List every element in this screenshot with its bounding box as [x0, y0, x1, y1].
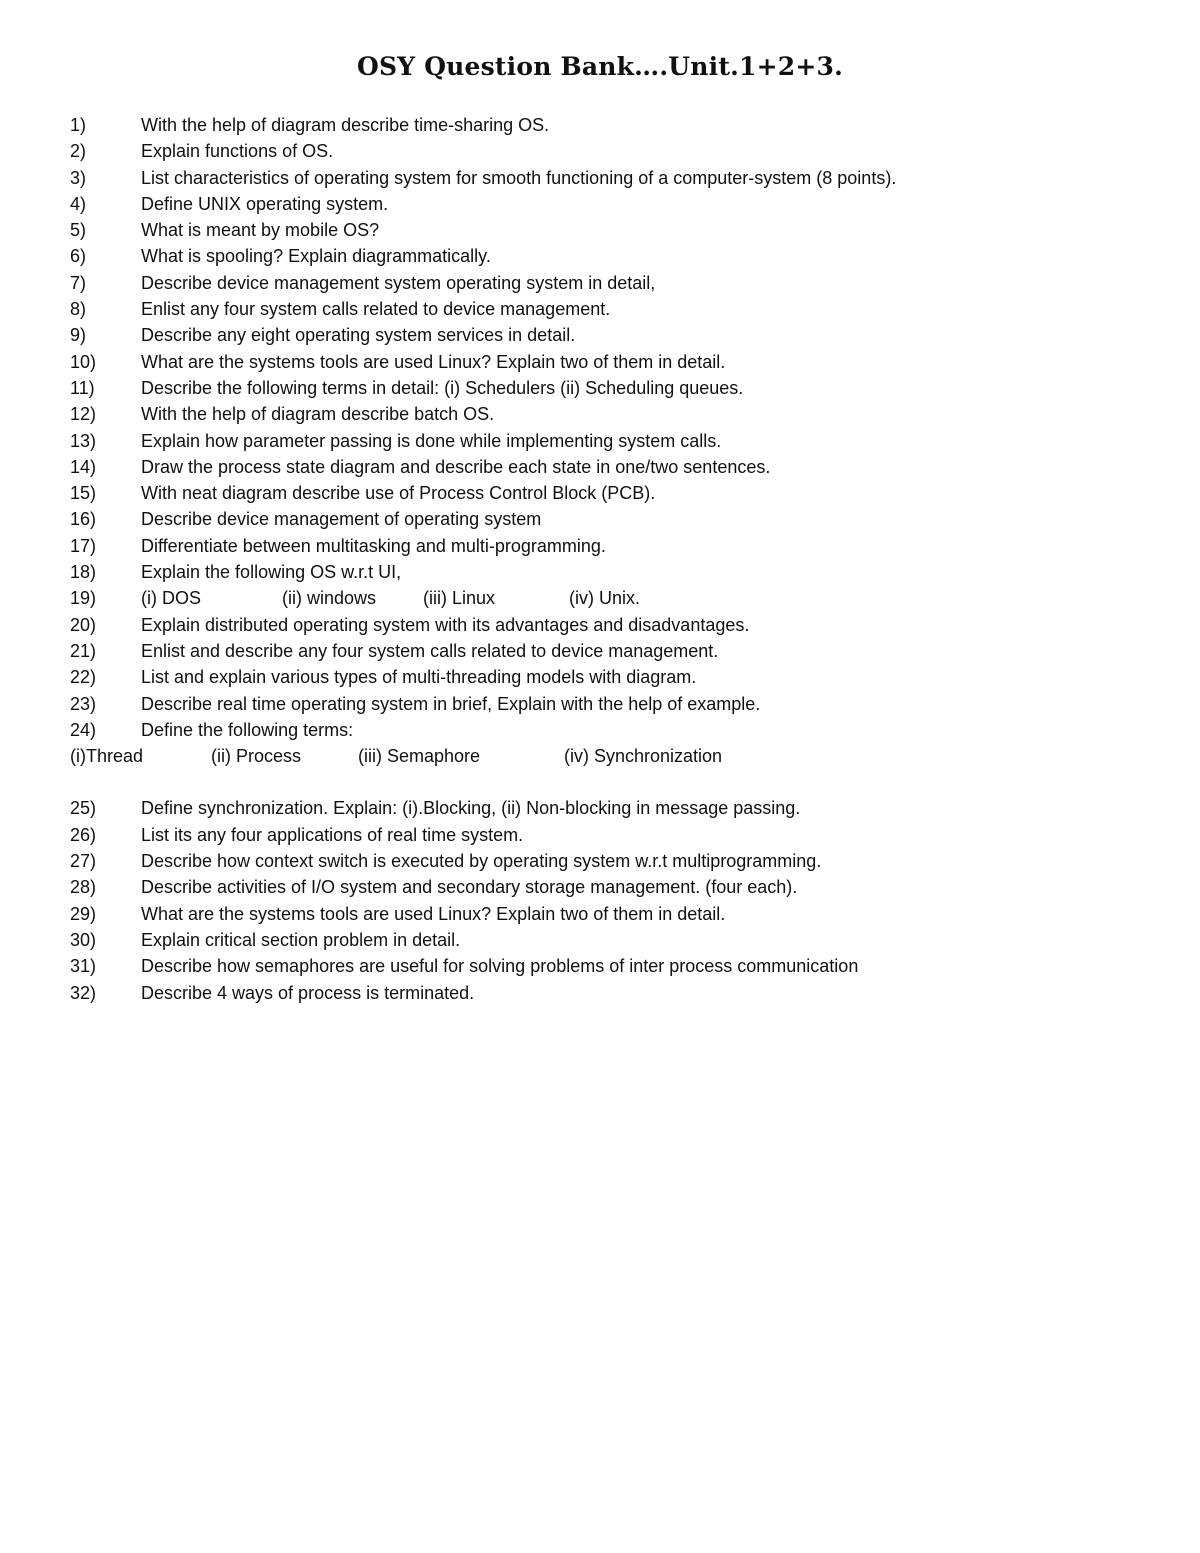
question-item [70, 559, 1150, 585]
question-text: Define the following terms: [141, 719, 354, 740]
question-item [70, 691, 1150, 717]
question-number: 18) [70, 562, 97, 583]
question-text: Define synchronization. Explain: (i).Blocking, (ii) Non-blocking in message passing. [141, 798, 801, 819]
question-text: With the help of diagram describe time-sharing OS. [141, 115, 550, 135]
os-option: (iv) Unix. [569, 588, 640, 609]
question-number: 11) [70, 377, 95, 398]
question-number: 21) [70, 640, 97, 661]
question-number: 28) [70, 877, 97, 898]
question-number: 20) [70, 614, 97, 635]
question-item [70, 664, 1150, 690]
question-text: Explain how parameter passing is done while implementing system calls. [141, 430, 722, 451]
question-number: 24) [70, 719, 97, 740]
question-item [70, 848, 1150, 874]
question-number: 32) [70, 982, 97, 1003]
question-text: Explain critical section problem in detail. [141, 929, 461, 950]
question-number: 7) [70, 272, 87, 293]
question-text: Describe 4 ways of process is terminated. [141, 982, 475, 1003]
question-group-1 [70, 112, 1150, 585]
question-number: 1) [70, 115, 87, 135]
term-item: (iii) Semaphore [358, 746, 481, 767]
question-list [70, 112, 1150, 1006]
question-item [70, 927, 1150, 953]
question-text: Describe the following terms in detail: (i) Schedulers (ii) Scheduling queues. [141, 377, 744, 398]
question-text: What are the systems tools are used Linux? Explain two of them in detail. [141, 903, 726, 924]
question-number: 19) [70, 588, 97, 609]
question-group-3 [70, 795, 1150, 1005]
question-item [70, 138, 1150, 164]
question-item [70, 953, 1150, 979]
question-number: 25) [70, 798, 97, 819]
question-item [70, 874, 1150, 900]
question-text: What is spooling? Explain diagrammatically. [141, 246, 491, 267]
question-item [70, 717, 1150, 743]
question-text: Describe real time operating system in brief, Explain with the help of example. [141, 693, 761, 714]
question-text: Explain functions of OS. [141, 141, 334, 162]
question-item [70, 243, 1150, 269]
page-title: OSY Question Bank….Unit.1+2+3. [357, 52, 843, 81]
question-text: Differentiate between multitasking and multi-programming. [141, 535, 606, 556]
question-item [70, 480, 1150, 506]
question-item [70, 638, 1150, 664]
question-text: With neat diagram describe use of Process Control Block (PCB). [141, 483, 656, 504]
question-number: 23) [70, 693, 97, 714]
blank-line [70, 769, 1150, 795]
question-number: 16) [70, 509, 97, 530]
question-number: 6) [70, 246, 87, 267]
question-text: List characteristics of operating system for smooth functioning of a computer-system (8 points). [141, 167, 897, 188]
question-item [70, 428, 1150, 454]
question-text: Define UNIX operating system. [141, 193, 389, 214]
question-item [70, 585, 1150, 611]
term-item: (iv) Synchronization [564, 746, 723, 767]
term-item: (ii) Process [211, 746, 302, 767]
question-text: Describe how context switch is executed by operating system w.r.t multiprogramming. [141, 851, 822, 872]
term-list [70, 743, 1150, 769]
question-item [70, 349, 1150, 375]
question-number: 10) [70, 351, 97, 372]
question-number: 15) [70, 483, 97, 504]
question-number: 12) [70, 404, 97, 425]
question-text: Describe device management system operating system in detail, [141, 272, 656, 293]
question-item [70, 612, 1150, 638]
question-number: 17) [70, 535, 97, 556]
question-item [70, 191, 1150, 217]
question-text: List and explain various types of multi-threading models with diagram. [141, 667, 697, 688]
question-text: With the help of diagram describe batch OS. [141, 404, 495, 425]
question-text: Enlist and describe any four system calls related to device management. [141, 640, 719, 661]
question-item [70, 454, 1150, 480]
question-text: List its any four applications of real time system. [141, 824, 524, 845]
question-item [70, 322, 1150, 348]
question-text: Describe any eight operating system services in detail. [141, 325, 576, 346]
question-number: 26) [70, 824, 97, 845]
question-text: Enlist any four system calls related to device management. [141, 299, 611, 320]
question-number: 29) [70, 903, 97, 924]
question-item [70, 270, 1150, 296]
question-number: 8) [70, 299, 87, 320]
question-item [70, 217, 1150, 243]
question-text: What are the systems tools are used Linux? Explain two of them in detail. [141, 351, 726, 372]
question-text: Describe device management of operating system [141, 509, 542, 530]
question-number: 9) [70, 325, 87, 346]
question-number: 13) [70, 430, 97, 451]
question-text: What is meant by mobile OS? [141, 220, 380, 241]
question-number: 31) [70, 956, 97, 977]
question-text: Describe activities of I/O system and secondary storage management. (four each). [141, 877, 798, 898]
question-item [70, 112, 1150, 138]
question-item [70, 375, 1150, 401]
term-item: (i)Thread [70, 746, 144, 767]
os-option: (i) DOS [141, 588, 201, 609]
question-item [70, 533, 1150, 559]
question-number: 30) [70, 929, 97, 950]
question-item [70, 822, 1150, 848]
question-text: Explain distributed operating system with its advantages and disadvantages. [141, 614, 750, 635]
question-number: 5) [70, 220, 87, 241]
question-item [70, 506, 1150, 532]
os-option: (ii) windows [282, 588, 377, 609]
question-group-2 [70, 612, 1150, 743]
question-item [70, 795, 1150, 821]
question-item [70, 401, 1150, 427]
question-number: 22) [70, 667, 97, 688]
question-number: 14) [70, 456, 97, 477]
question-item [70, 980, 1150, 1006]
question-item [70, 165, 1150, 191]
question-item [70, 296, 1150, 322]
question-number: 4) [70, 193, 87, 214]
question-text: Explain the following OS w.r.t UI, [141, 562, 402, 583]
question-text: Describe how semaphores are useful for solving problems of inter process communication [141, 956, 859, 977]
os-option: (iii) Linux [423, 588, 496, 609]
question-number: 27) [70, 851, 97, 872]
question-text: Draw the process state diagram and describe each state in one/two sentences. [141, 456, 771, 477]
question-number: 3) [70, 167, 87, 188]
question-number: 2) [70, 141, 87, 162]
question-item [70, 901, 1150, 927]
